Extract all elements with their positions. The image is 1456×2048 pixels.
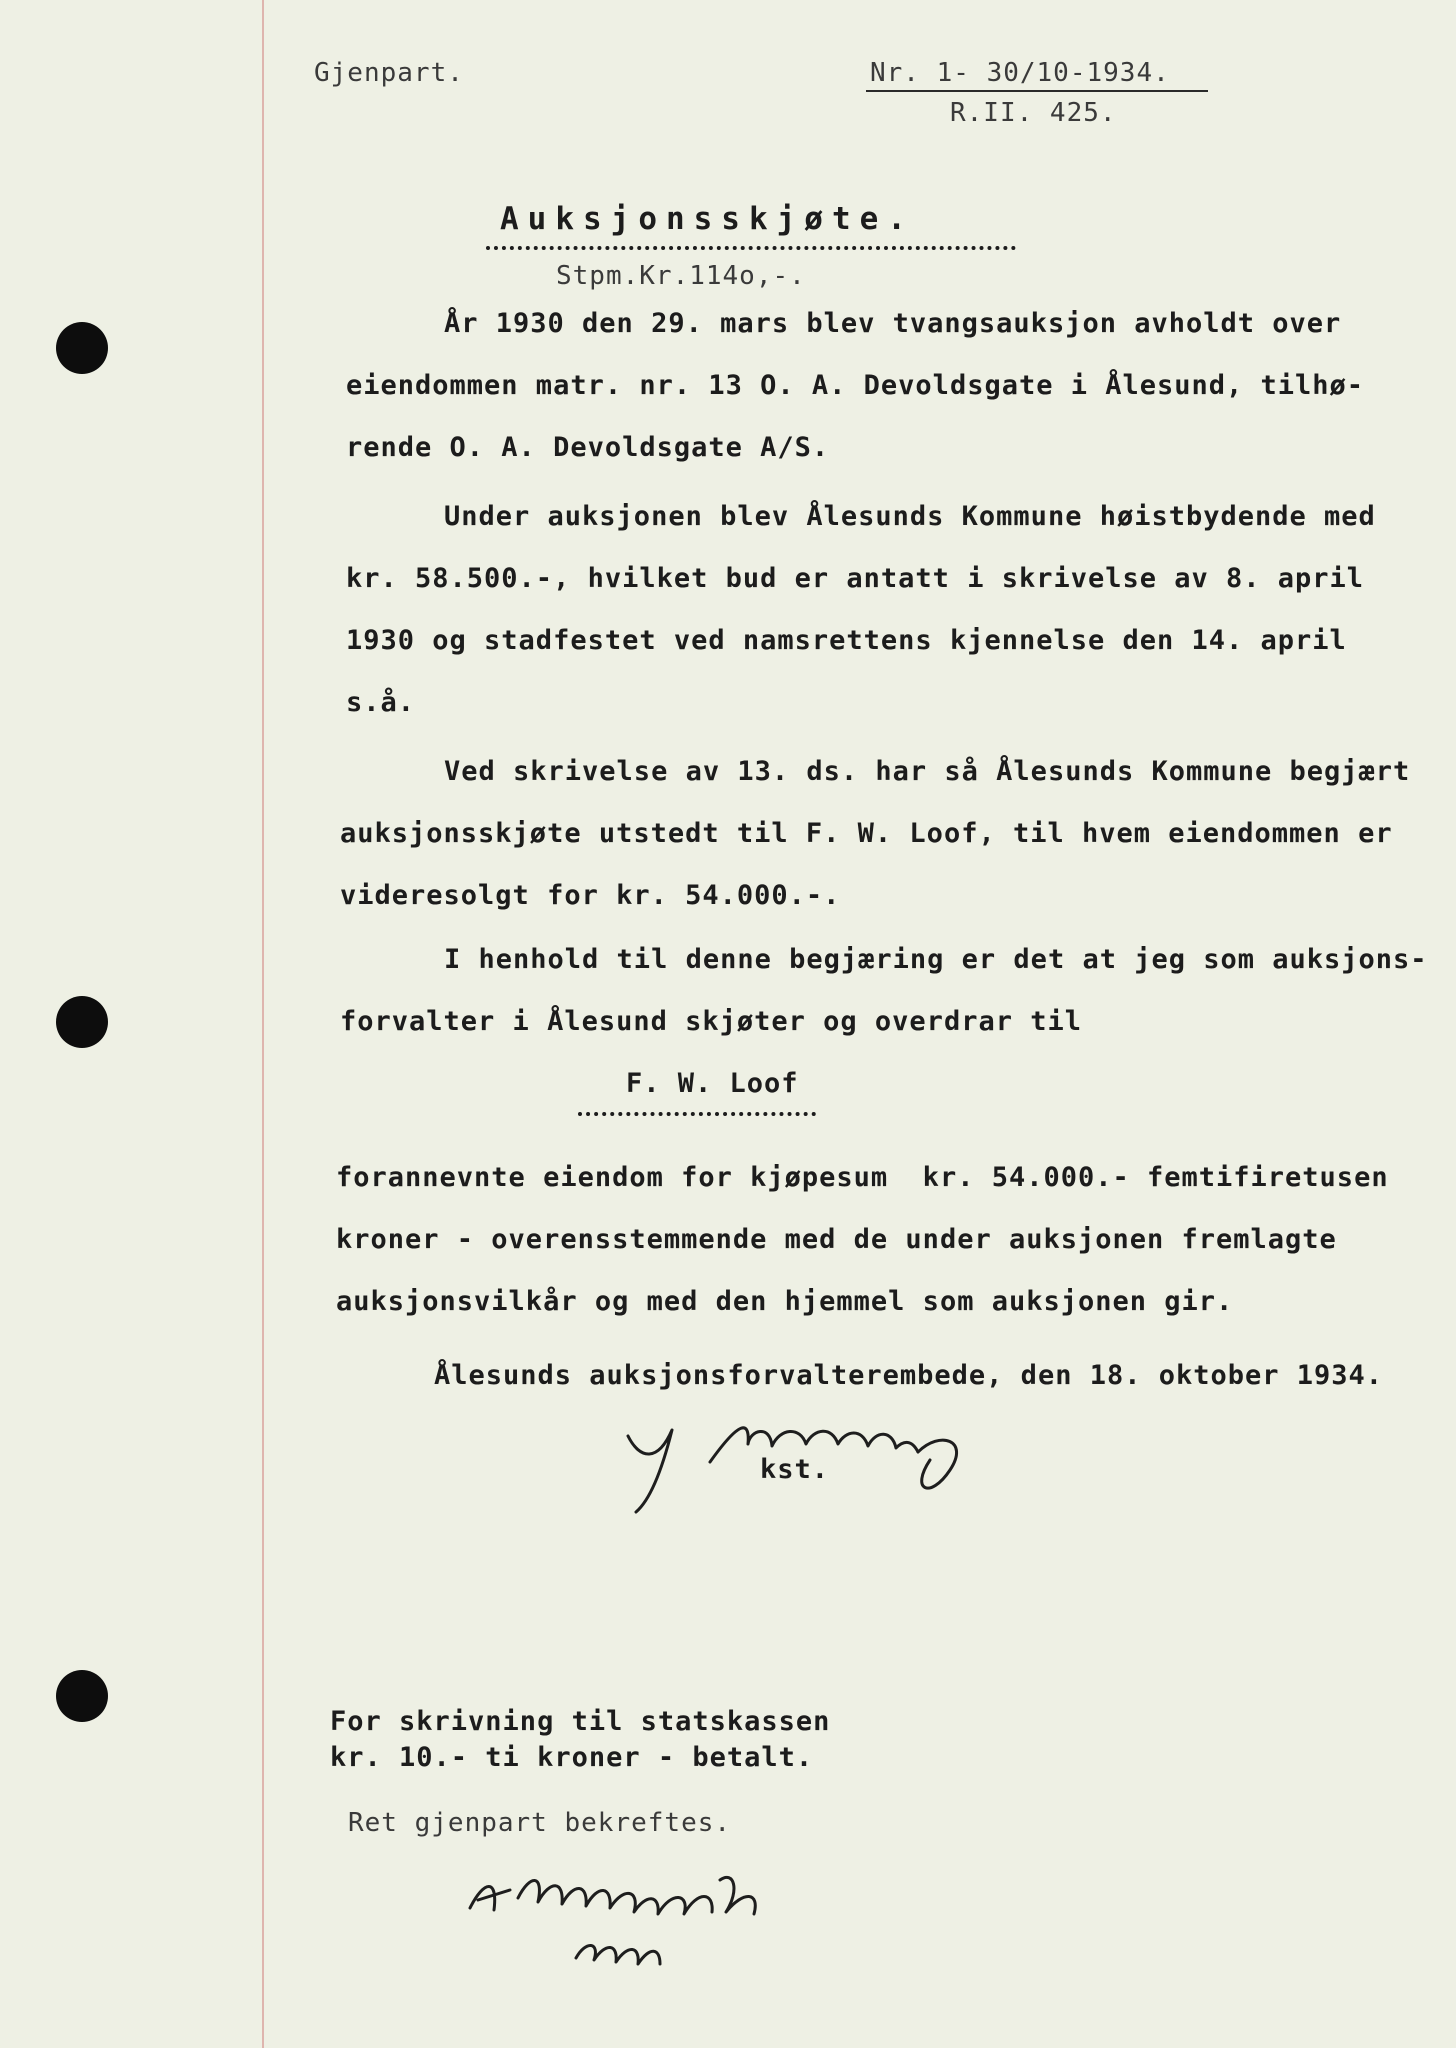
grantee-name: F. W. Loof (626, 1068, 799, 1099)
punch-hole (56, 1670, 108, 1722)
certification-signature (454, 1850, 814, 1970)
text-line: s.å. (346, 687, 416, 718)
text-line: 1930 og stadfestet ved namsrettens kjennelse den 14. april (346, 625, 1347, 656)
text-line: forvalter i Ålesund skjøter og overdrar til (340, 1006, 1082, 1037)
certification-text: Ret gjenpart bekreftes. (348, 1808, 732, 1838)
text-line: auksjonsskjøte utstedt til F. W. Loof, til hvem eiendommen er (340, 818, 1393, 849)
text-line: kr. 58.500.-, hvilket bud er antatt i skrivelse av 8. april (346, 563, 1365, 594)
punch-hole (56, 322, 108, 374)
signature-title: kst. (760, 1454, 830, 1485)
text-line: rende O. A. Devoldsgate A/S. (346, 432, 830, 463)
fee-note-line: kr. 10.- ti kroner - betalt. (330, 1742, 814, 1773)
register-number: R.II. 425. (950, 98, 1117, 128)
text-line: Ved skrivelse av 13. ds. har så Ålesunds Kommune begjært (444, 756, 1411, 787)
fee-note-line: For skrivning til statskassen (330, 1706, 831, 1737)
text-line: I henhold til denne begjæring er det at jeg som auksjons- (444, 944, 1428, 975)
text-line: kroner - overensstemmende med de under auksjonen fremlagte (336, 1224, 1337, 1255)
text-line: auksjonsvilkår og med den hjemmel som auksjonen gir. (336, 1286, 1234, 1317)
reference-underline (866, 90, 1208, 92)
text-line: eiendommen matr. nr. 13 O. A. Devoldsgate i Ålesund, tilhø- (346, 370, 1365, 401)
title-underline (486, 246, 1016, 250)
text-line: videresolgt for kr. 54.000.-. (340, 880, 841, 911)
text-line: År 1930 den 29. mars blev tvangsauksjon avholdt over (444, 308, 1342, 339)
text-line: Under auksjonen blev Ålesunds Kommune høistbydende med (444, 501, 1376, 532)
margin-line (262, 0, 264, 2048)
reference-number: Nr. 1- 30/10-1934. (870, 58, 1170, 88)
stamp-fee: Stpm.Kr.114o,-. (556, 261, 806, 291)
punch-hole (56, 996, 108, 1048)
grantee-underline (578, 1112, 816, 1116)
document-title: Auksjonsskjøte. (500, 201, 915, 237)
text-line: forannevnte eiendom for kjøpesum kr. 54.000.- femtifiretusen (336, 1162, 1389, 1193)
place-date: Ålesunds auksjonsforvalterembede, den 18. oktober 1934. (434, 1360, 1384, 1391)
copy-label: Gjenpart. (314, 58, 464, 88)
